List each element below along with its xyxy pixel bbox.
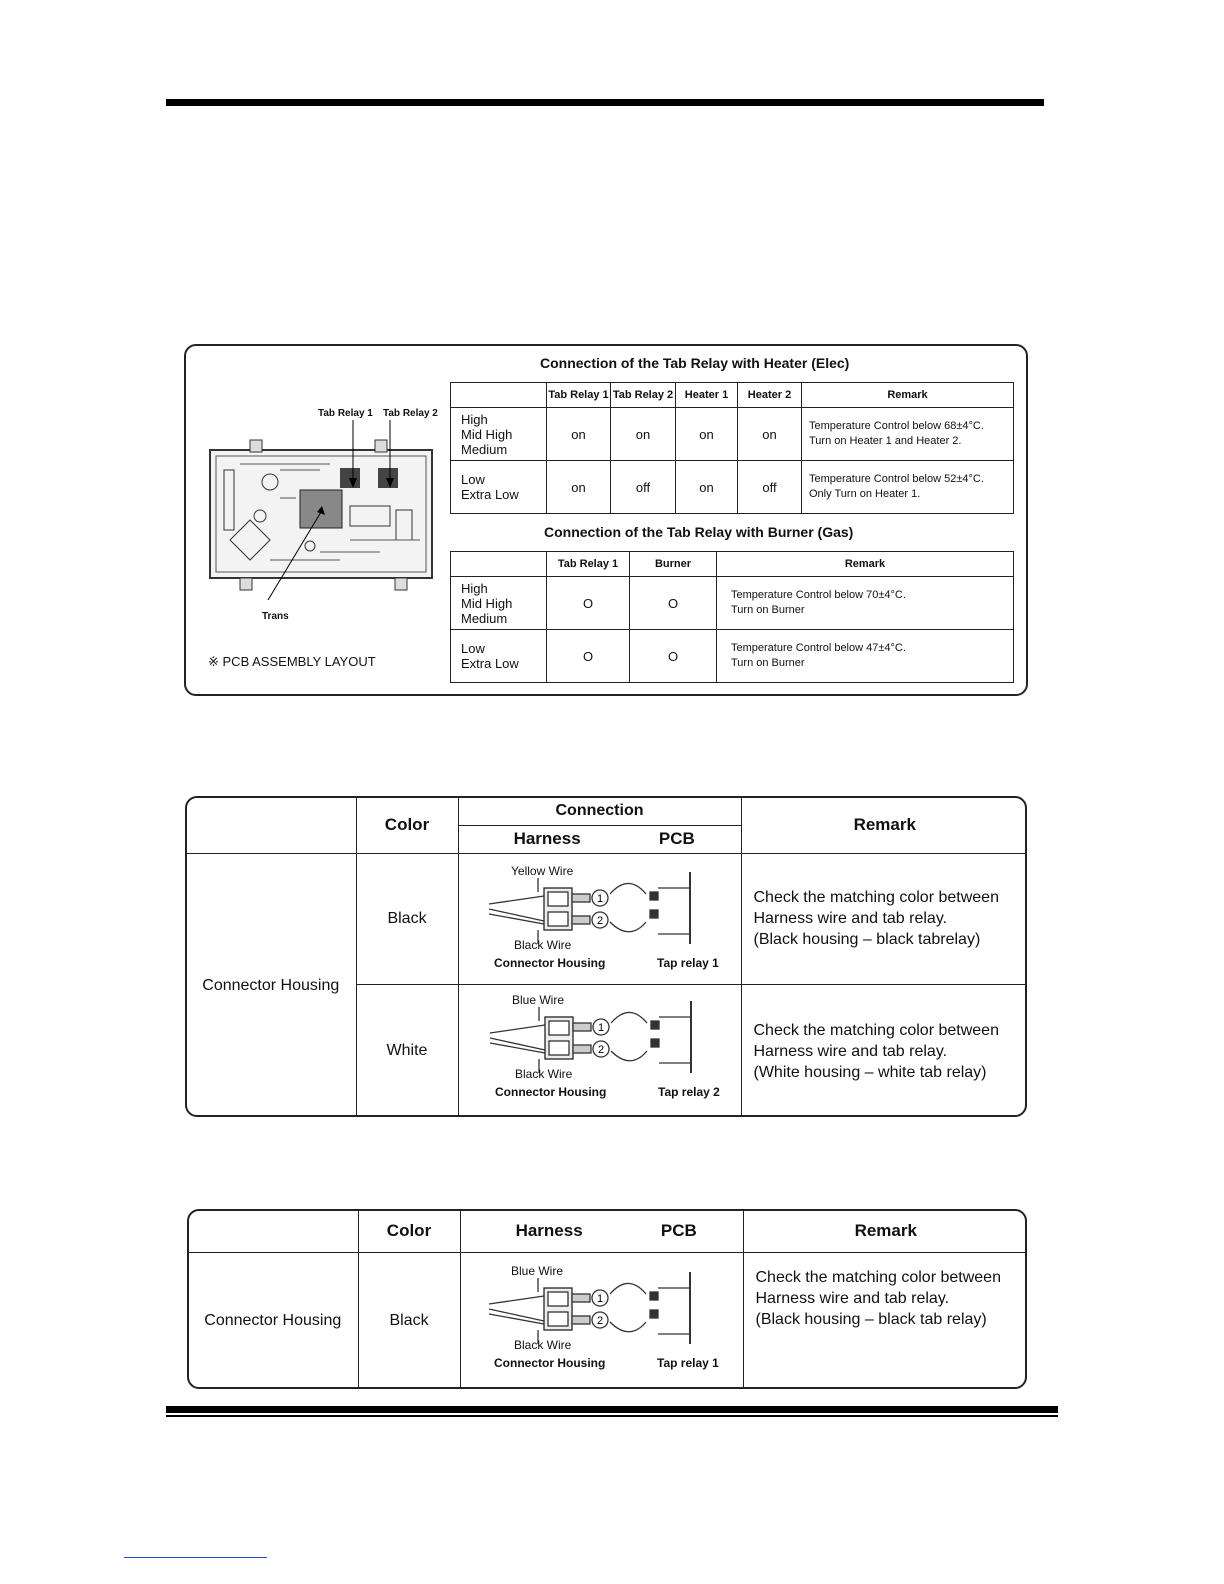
table-header-row: [451, 552, 1014, 577]
header-cell: Tab Relay 1: [547, 552, 630, 577]
footnote-rule: [124, 1557, 267, 1558]
row-label-cell: Connector Housing: [186, 853, 356, 1117]
remark-cell: [717, 630, 1014, 683]
table-row: [451, 408, 1014, 461]
tab-relay-2-cell: off: [611, 461, 676, 514]
pin-label: 2: [596, 915, 604, 927]
pin-label: 1: [596, 1293, 604, 1305]
blank-header-cell: [186, 797, 356, 853]
heater-1-cell: on: [676, 408, 738, 461]
remark-line: Harness wire and tab relay.: [753, 1042, 948, 1060]
remark-cell: [717, 577, 1014, 630]
color-header: Color: [356, 797, 458, 853]
remark-line: (Black housing – black tabrelay): [753, 931, 981, 948]
remark-line: Check the matching color between: [753, 1021, 999, 1039]
table-header-row: [451, 383, 1014, 408]
header-cell: [451, 552, 547, 577]
header-cell: Heater 2: [738, 383, 802, 408]
top-wire-label: Blue Wire: [511, 1264, 564, 1278]
remark-cell: [741, 984, 1027, 1117]
harness-header: Harness: [515, 1220, 583, 1240]
gas-table-title: Connection of the Tab Relay with Burner (Gas): [544, 524, 854, 540]
table-row: [451, 630, 1014, 683]
color-header: Color: [358, 1210, 460, 1252]
remark-line: Check the matching color between: [753, 889, 999, 906]
tab-relay-1-cell: on: [547, 408, 611, 461]
harness-pcb-header: [460, 1210, 743, 1252]
pcb-header: PCB: [660, 1220, 697, 1240]
pcb-header: PCB: [658, 829, 695, 848]
bottom-rule-thin: [166, 1415, 1058, 1417]
pcb-assembly-image: [200, 420, 440, 600]
mode-label: High: [461, 411, 488, 427]
pin-label: 2: [597, 1044, 605, 1056]
mode-cell: [451, 577, 547, 630]
pcb-label-trans: Trans: [262, 611, 289, 622]
header-cell: [451, 383, 547, 408]
pin-label: 2: [596, 1315, 604, 1327]
remark-line: Turn on Burner: [731, 657, 805, 669]
header-cell: Burner: [630, 552, 717, 577]
remark-line: Harness wire and tab relay.: [755, 1289, 950, 1307]
relay-label: Tap relay 1: [657, 956, 719, 970]
blank-header-cell: [188, 1210, 358, 1252]
burner-cell: O: [630, 577, 717, 630]
bottom-wire-label: Black Wire: [515, 1067, 573, 1081]
mode-label: Extra Low: [461, 487, 519, 502]
mode-cell: [451, 408, 547, 461]
mode-label: Medium: [461, 610, 508, 626]
tab-relay-1-cell: O: [547, 630, 630, 683]
mode-cell: [451, 630, 547, 683]
remark-line: Temperature Control below 47±4°C.: [731, 642, 906, 654]
elec-relay-table: [450, 382, 1014, 514]
connection-header: Connection: [458, 797, 741, 825]
heater-1-cell: on: [676, 461, 738, 514]
housing-label: Connector Housing: [494, 956, 606, 970]
top-wire-label: Yellow Wire: [511, 864, 574, 878]
remark-header: Remark: [741, 797, 1027, 853]
remark-line: Temperature Control below 68±4°C.: [809, 420, 984, 432]
pcb-label-tab-relay-2: Tab Relay 2: [383, 408, 438, 419]
mode-label: Medium: [461, 441, 508, 457]
remark-line: Turn on Burner: [731, 604, 805, 616]
connector-diagram: [484, 1264, 734, 1376]
header-cell: Remark: [717, 552, 1014, 577]
heater-2-cell: off: [738, 461, 802, 514]
bottom-rule: [166, 1406, 1058, 1413]
remark-line: Harness wire and tab relay.: [753, 910, 948, 927]
housing-label: Connector Housing: [495, 1085, 607, 1099]
remark-line: (White housing – white tab relay): [753, 1063, 987, 1081]
remark-cell: [741, 853, 1027, 984]
bottom-wire-label: Black Wire: [514, 1338, 572, 1352]
header-cell: Remark: [802, 383, 1014, 408]
top-wire-label: Blue Wire: [512, 993, 565, 1007]
remark-line: Temperature Control below 52±4°C.: [809, 473, 984, 485]
tab-relay-1-cell: O: [547, 577, 630, 630]
pcb-caption: ※ PCB ASSEMBLY LAYOUT: [208, 654, 376, 669]
tab-relay-1-cell: on: [547, 461, 611, 514]
connector-diagram: [485, 993, 735, 1105]
harness-pcb-header: [458, 825, 741, 853]
remark-cell: [802, 461, 1014, 514]
header-cell: Heater 1: [676, 383, 738, 408]
table-row: [451, 577, 1014, 630]
heater-2-cell: on: [738, 408, 802, 461]
remark-cell: [802, 408, 1014, 461]
elec-table-title: Connection of the Tab Relay with Heater (Elec): [540, 355, 850, 371]
mode-label: High: [461, 580, 488, 596]
mode-label: Low: [461, 472, 485, 487]
mode-label: Extra Low: [461, 656, 519, 671]
row-label-cell: Connector Housing: [188, 1252, 358, 1389]
color-cell: Black: [356, 853, 458, 984]
pin-label: 1: [596, 893, 604, 905]
remark-line: Check the matching color between: [755, 1268, 1001, 1286]
mode-label: Mid High: [461, 426, 513, 442]
mode-label: Mid High: [461, 595, 513, 611]
relay-label: Tap relay 2: [658, 1085, 720, 1099]
burner-cell: O: [630, 630, 717, 683]
pcb-label-tab-relay-1: Tab Relay 1: [318, 408, 373, 419]
remark-header: Remark: [743, 1210, 1027, 1252]
header-cell: Tab Relay 2: [611, 383, 676, 408]
housing-label: Connector Housing: [494, 1356, 606, 1370]
header-cell: Tab Relay 1: [547, 383, 611, 408]
pin-label: 1: [597, 1022, 605, 1034]
harness-header: Harness: [513, 829, 581, 848]
remark-line: Turn on Heater 1 and Heater 2.: [809, 435, 962, 447]
mode-label: Low: [461, 641, 485, 656]
remark-cell: [743, 1252, 1027, 1389]
top-rule: [166, 99, 1044, 106]
bottom-wire-label: Black Wire: [514, 938, 572, 952]
connector-diagram: [484, 864, 734, 976]
mode-cell: [451, 461, 547, 514]
remark-line: Temperature Control below 70±4°C.: [731, 589, 906, 601]
remark-line: Only Turn on Heater 1.: [809, 488, 921, 500]
gas-relay-table: [450, 551, 1014, 683]
relay-label: Tap relay 1: [657, 1356, 719, 1370]
color-cell: Black: [358, 1252, 460, 1389]
color-cell: White: [356, 984, 458, 1117]
tab-relay-2-cell: on: [611, 408, 676, 461]
table-row: [451, 461, 1014, 514]
remark-line: (Black housing – black tab relay): [755, 1310, 987, 1328]
